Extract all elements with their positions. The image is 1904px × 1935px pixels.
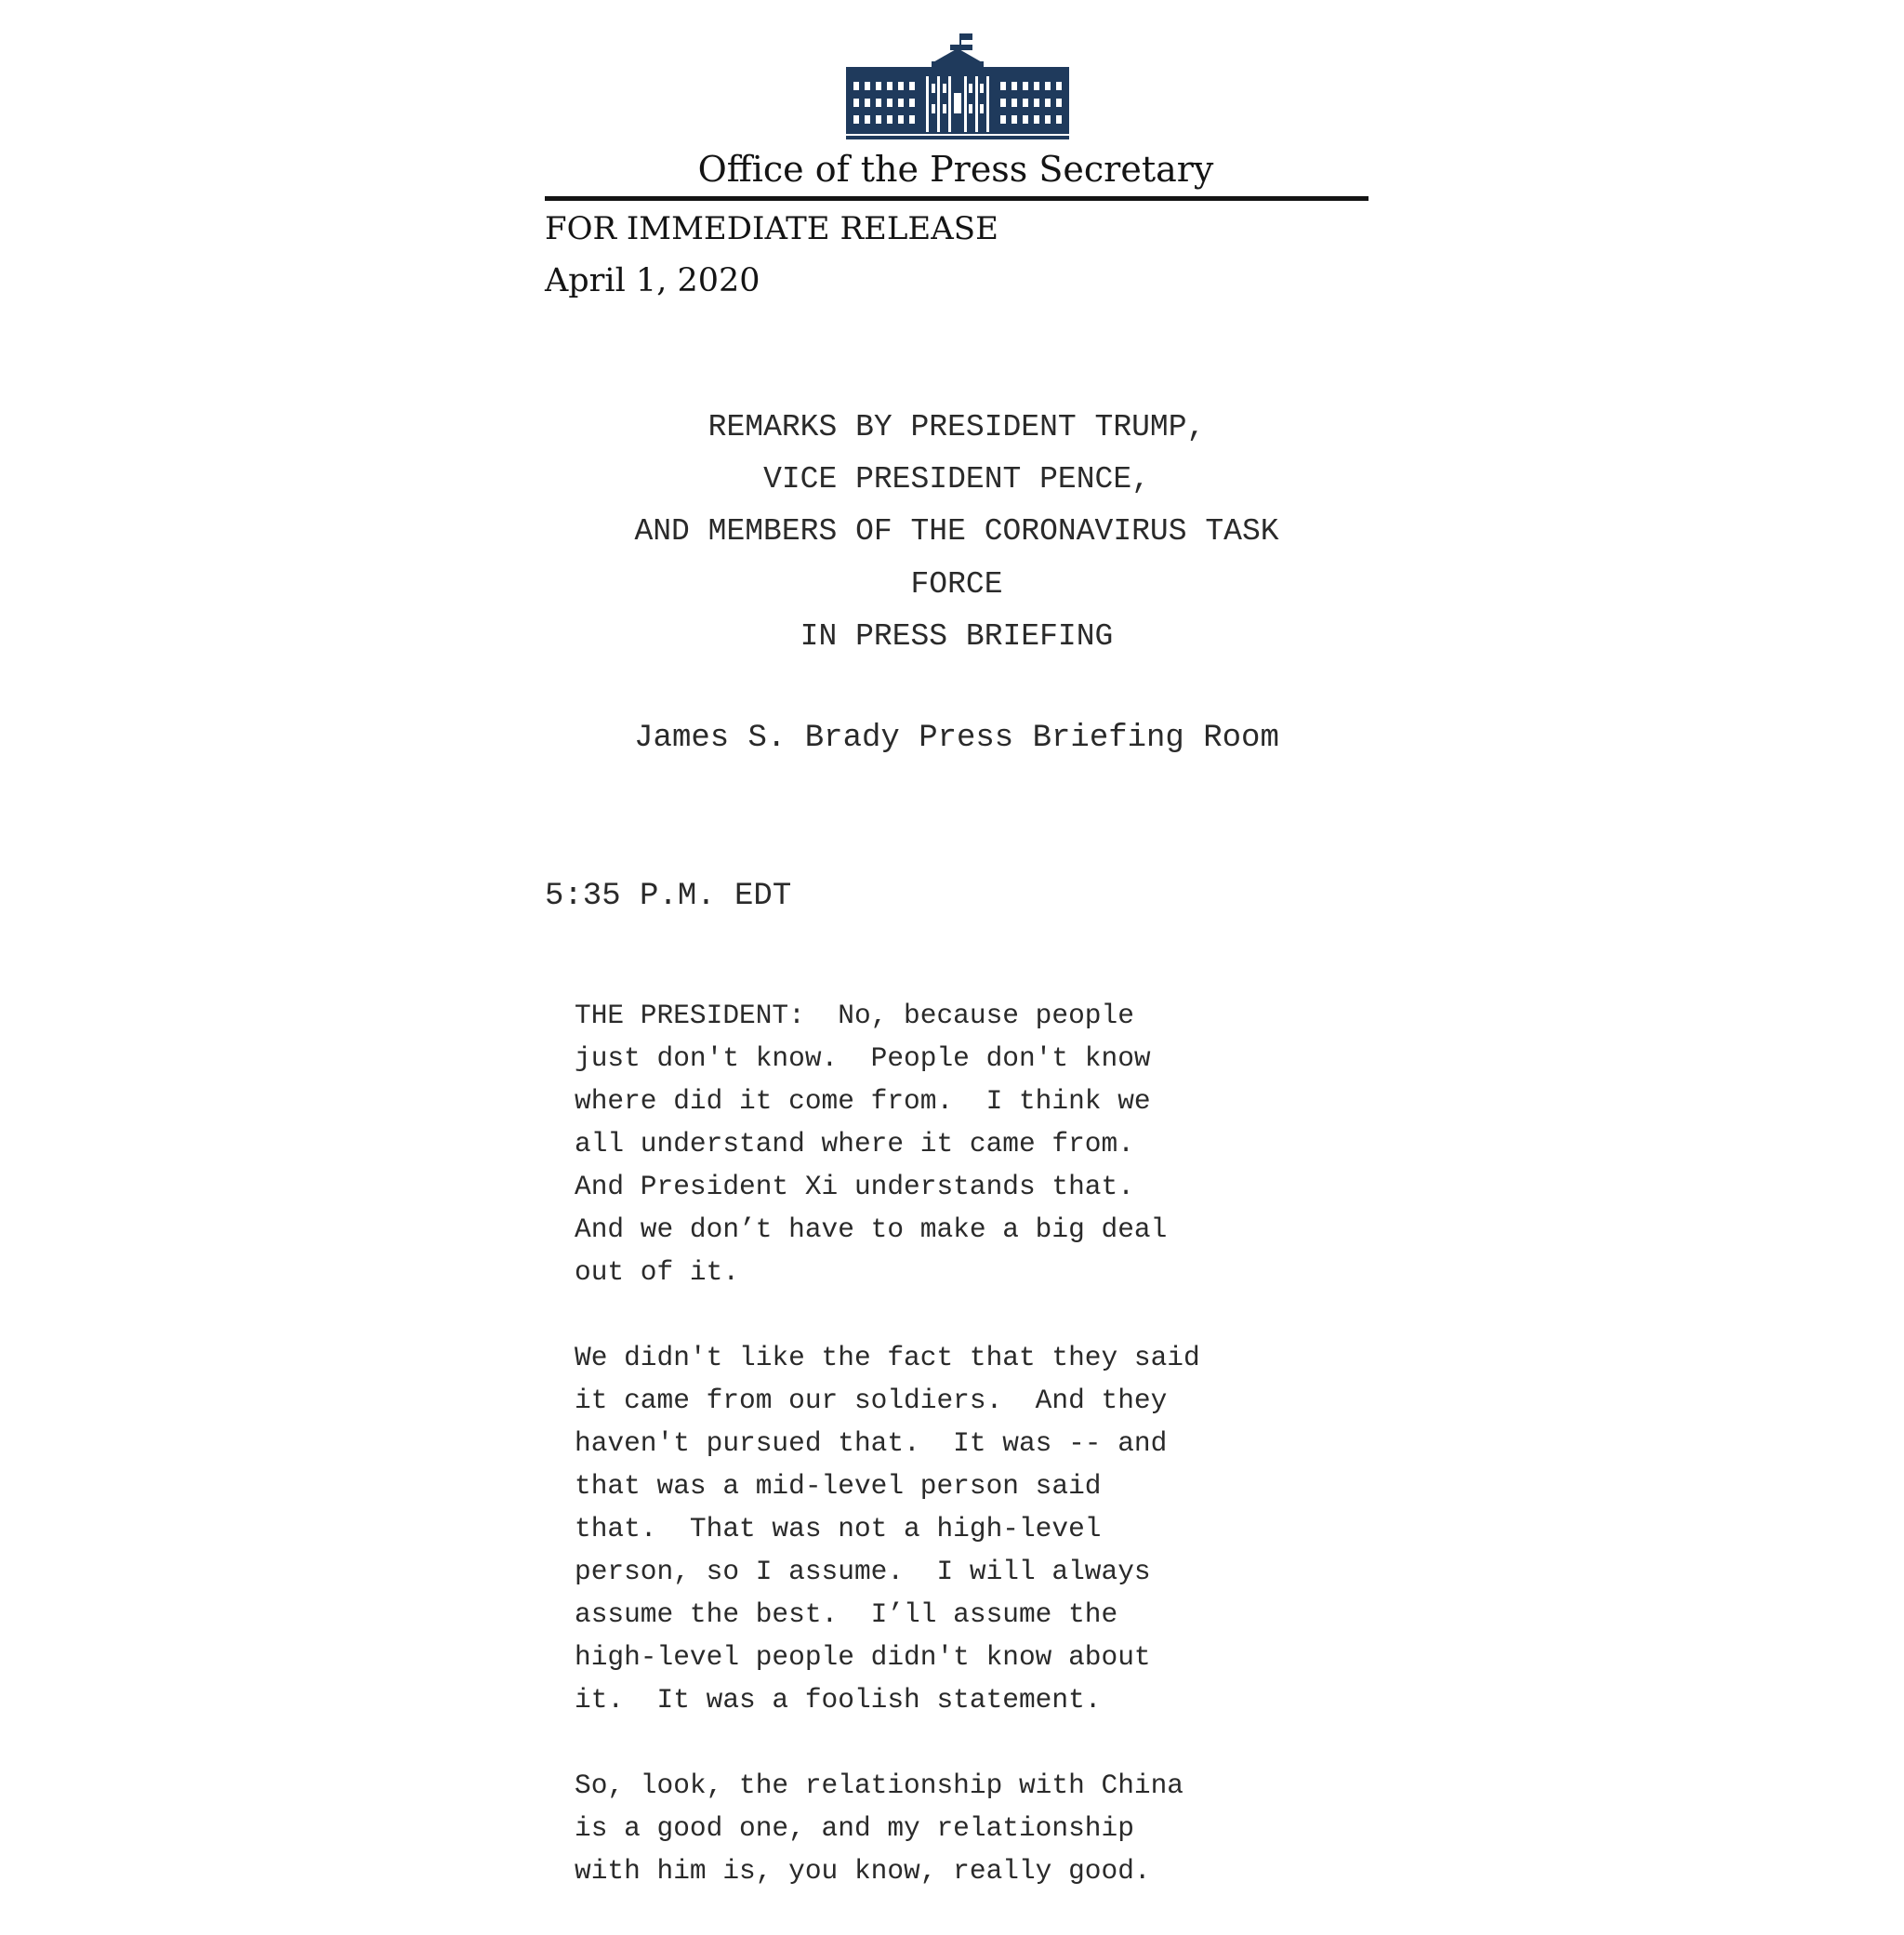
- transcript-line: where did it come from. I think we: [575, 1085, 1151, 1117]
- title-line: FORCE: [910, 566, 1003, 602]
- transcript-line: that was a mid-level person said: [575, 1470, 1102, 1502]
- office-title: Office of the Press Secretary: [697, 149, 1214, 190]
- briefing-location: James S. Brady Press Briefing Room: [634, 721, 1279, 756]
- title-line: REMARKS BY PRESIDENT TRUMP,: [707, 410, 1206, 444]
- transcript-line: that. That was not a high-level: [575, 1513, 1102, 1544]
- white-house-icon: [846, 32, 1069, 139]
- transcript-line: with him is, you know, really good.: [575, 1855, 1151, 1887]
- header-divider: [545, 196, 1368, 201]
- briefing-time: 5:35 P.M. EDT: [545, 879, 792, 914]
- transcript-line: So, look, the relationship with China: [575, 1769, 1184, 1801]
- transcript-line: all understand where it came from.: [575, 1128, 1134, 1160]
- transcript-line: And we don’t have to make a big deal: [575, 1213, 1168, 1245]
- title-line: VICE PRESIDENT PENCE,: [763, 462, 1150, 497]
- transcript-paragraph: [575, 1336, 1281, 1721]
- transcript-line: assume the best. I’ll assume the: [575, 1598, 1118, 1630]
- transcript-line: it. It was a foolish statement.: [575, 1684, 1102, 1716]
- document-title: [545, 402, 1368, 663]
- transcript-line: haven't pursued that. It was -- and: [575, 1427, 1168, 1459]
- transcript-paragraph: [575, 994, 1281, 1293]
- transcript-line: person, so I assume. I will always: [575, 1556, 1151, 1587]
- release-label: FOR IMMEDIATE RELEASE: [545, 210, 998, 247]
- transcript-line: high-level people didn't know about: [575, 1641, 1151, 1673]
- title-line: IN PRESS BRIEFING: [800, 618, 1114, 654]
- transcript-line: is a good one, and my relationship: [575, 1812, 1134, 1844]
- transcript-line: it came from our soldiers. And they: [575, 1385, 1168, 1416]
- transcript-body: [575, 994, 1281, 1935]
- transcript-paragraph: [575, 1764, 1281, 1892]
- transcript-line: We didn't like the fact that they said: [575, 1342, 1200, 1373]
- transcript-line: just don't know. People don't know: [575, 1042, 1151, 1074]
- transcript-line: THE PRESIDENT: No, because people: [575, 1000, 1134, 1031]
- title-line: AND MEMBERS OF THE CORONAVIRUS TASK: [634, 514, 1279, 550]
- transcript-line: out of it.: [575, 1256, 740, 1288]
- transcript-line: And President Xi understands that.: [575, 1171, 1134, 1202]
- release-date: April 1, 2020: [545, 262, 760, 299]
